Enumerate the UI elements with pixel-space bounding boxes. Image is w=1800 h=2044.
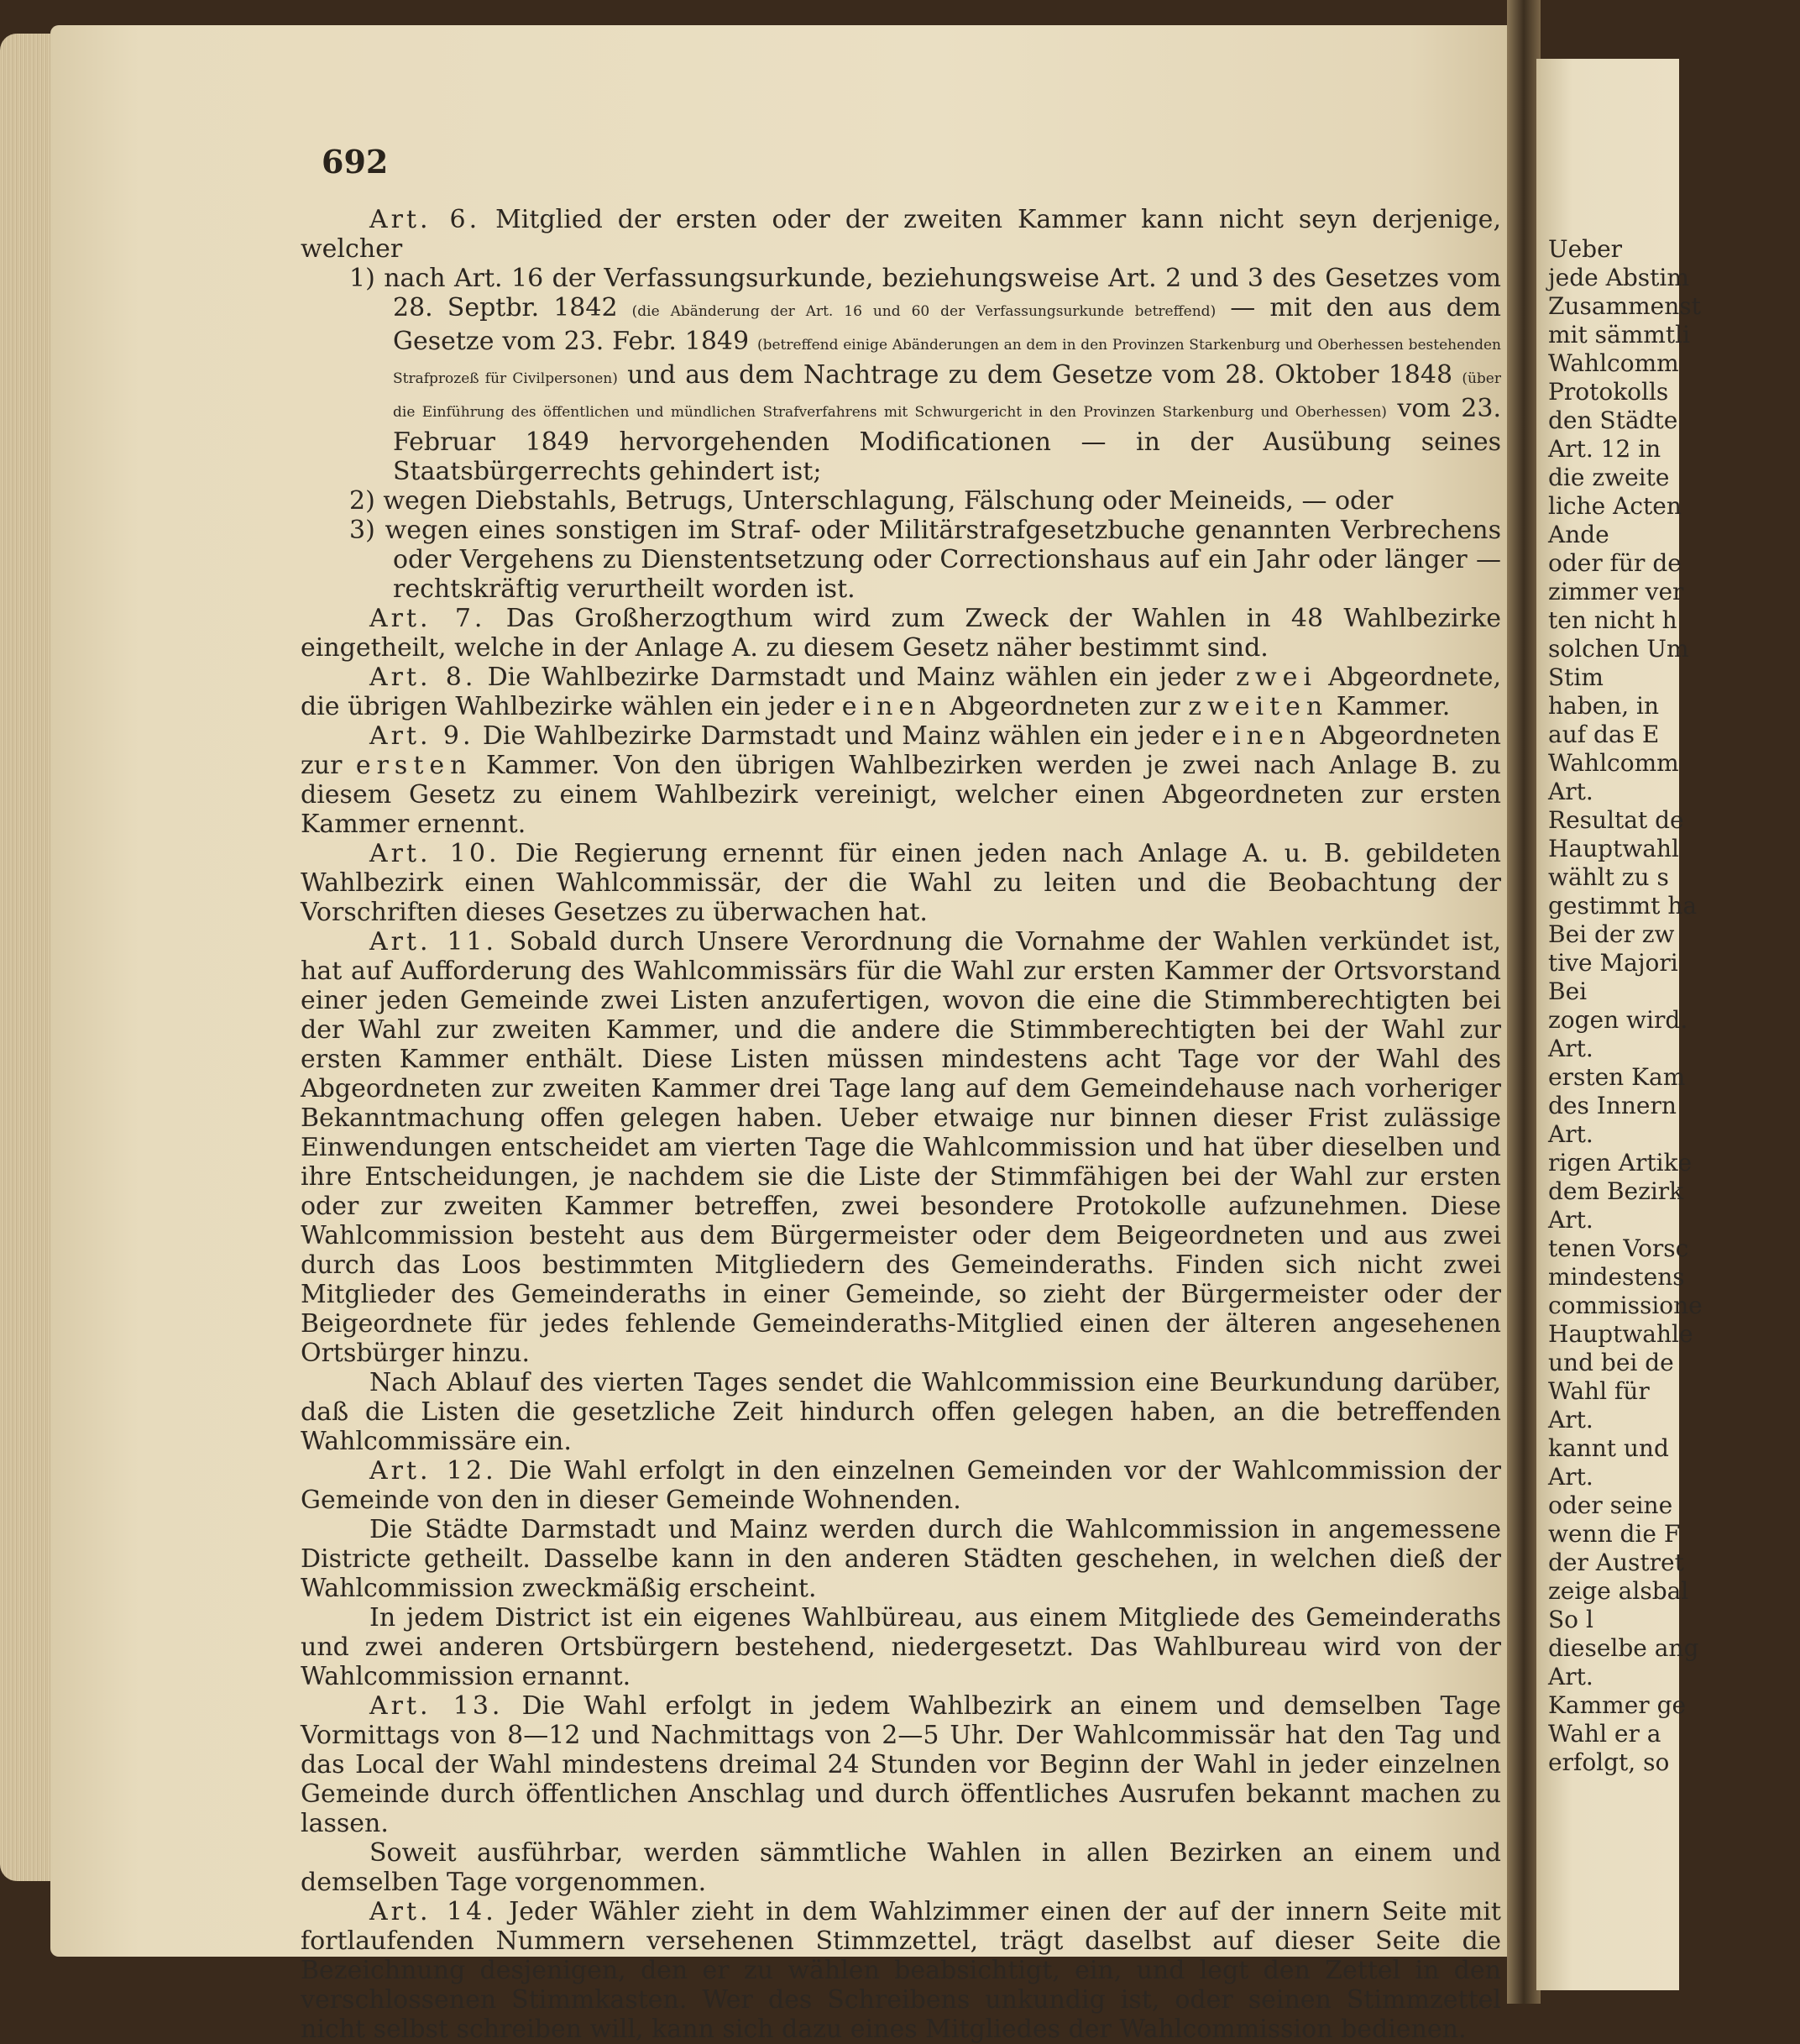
art8-spaced-a: zwei (1236, 663, 1317, 692)
right-page-line: zeige alsbal (1548, 1577, 1689, 1605)
right-page-line: dem Bezirk (1548, 1177, 1684, 1205)
right-page-line: wenn die F (1548, 1520, 1681, 1548)
right-page-line: liche Acten (1548, 492, 1682, 520)
right-page-line: rigen Artike (1548, 1149, 1693, 1177)
right-page-line: solchen Um (1548, 635, 1689, 663)
item1-note-b: (betreffend einige Abänderungen an dem in den Provinzen Starkenburg und Oberhessen bestehenden Strafprozeß für Civilpersonen) (393, 337, 1501, 387)
art13-paragraph (301, 1691, 1501, 1838)
art8-paragraph (301, 663, 1501, 721)
art8-spaced-b: einen (841, 692, 942, 721)
right-page-line: Art. 12 in (1548, 435, 1661, 463)
art14-text: Jeder Wähler zieht in dem Wahlzimmer einen der auf der innern Seite mit fortlaufenden Nummern versehenen Stimmzettel, trägt daselbst auf dieser Seite die Bezeichnung desjenigen, den er zu wählen beabsichtigt, ein, und legt den Zettel in den verschlossenen Stimmkasten. Wer des Schreibens unkundig ist, oder seinen Stimmzettel nicht selbst schreiben will, kann sich dazu eines Mitgliedes der Wahlcommission bedienen. (301, 1897, 1501, 2044)
art8-text-a: Die Wahlbezirke Darmstadt und Mainz wählen ein jeder (487, 663, 1225, 692)
right-page-line: und bei de (1548, 1349, 1674, 1376)
right-page-line: ersten Kam (1548, 1063, 1686, 1091)
art7-text: Das Großherzogthum wird zum Zweck der Wahlen in 48 Wahlbezirke eingetheilt, welche in der Anlage A. zu diesem Gesetz näher bestimmt sind. (301, 604, 1501, 663)
right-page-line: mindestens (1548, 1263, 1685, 1291)
art6-paragraph (301, 205, 1501, 264)
art6-item1 (349, 264, 1501, 486)
art8-text-b: Abgeordnete, die übrigen Wahlbezirke wählen ein jeder (301, 663, 1502, 721)
right-page-line: Art. (1548, 1035, 1593, 1062)
right-page-line: auf das E (1548, 721, 1660, 748)
right-page-line: zimmer ver (1548, 578, 1684, 605)
right-page-line: Hauptwahle (1548, 1320, 1693, 1348)
art13-paragraph-2: Soweit ausführbar, werden sämmtliche Wahlen in allen Bezirken an einem und demselben Tage vorgenommen. (301, 1838, 1501, 1897)
art6-item2 (349, 486, 1501, 516)
right-page-line: Wahlcomm (1548, 749, 1679, 777)
right-page-line: haben, in (1548, 692, 1660, 720)
art9-spaced-a: einen (1211, 721, 1312, 751)
right-page-line: zogen wird. (1548, 1006, 1688, 1034)
art11-paragraph-2: Nach Ablauf des vierten Tages sendet die Wahlcommission eine Beurkundung darüber, daß die Listen die gesetzliche Zeit hindurch offen gelegen haben, an die betreffenden Wahlcommissäre ein. (301, 1368, 1501, 1456)
right-page-line: Stim (1548, 663, 1604, 691)
item2-text: wegen Diebstahls, Betrugs, Unterschlagung, Fälschung oder Meineids, — oder (383, 486, 1394, 516)
right-page-line: Ande (1548, 521, 1609, 548)
right-page-line: kannt und (1548, 1434, 1669, 1462)
right-page-line: gestimmt ha (1548, 892, 1698, 920)
art11-label: Art. 11. (369, 927, 498, 956)
right-page-line: erfolgt, so (1548, 1748, 1670, 1776)
right-page-line: dieselbe ang (1548, 1634, 1699, 1662)
right-page-line: mit sämmtli (1548, 321, 1690, 349)
page-number: 692 (322, 143, 389, 181)
art9-text-c: Kammer. Von den übrigen Wahlbezirken werden je zwei nach Anlage B. zu diesem Gesetz zu einem Wahlbezirk vereinigt, welcher einen Abgeordneten zur ersten Kammer ernennt. (301, 751, 1501, 839)
item1-text-c: und aus dem Nachtrage zu dem Gesetze vom 28. Oktober 1848 (627, 360, 1453, 390)
item3-number: 3) (349, 516, 375, 545)
art8-text-d: Kammer. (1336, 692, 1451, 721)
right-page-line: Wahlcomm (1548, 349, 1679, 377)
right-page-line: Art. (1548, 1406, 1593, 1433)
right-page-line: Wahl für (1548, 1377, 1650, 1405)
art7-paragraph (301, 604, 1501, 663)
right-page-line: jede Abstim (1548, 264, 1689, 291)
art9-paragraph (301, 721, 1501, 839)
right-page-line: Protokolls (1548, 378, 1669, 406)
right-page-line: Wahl er a (1548, 1720, 1661, 1748)
item2-number: 2) (349, 486, 375, 516)
art10-paragraph (301, 839, 1501, 927)
art14-paragraph (301, 1897, 1501, 2044)
art11-paragraph (301, 927, 1501, 1368)
art9-text-a: Die Wahlbezirke Darmstadt und Mainz wählen ein jeder (482, 721, 1203, 751)
right-page-line: Zusammenst (1548, 292, 1701, 320)
right-page-line: Bei der zw (1548, 920, 1675, 948)
art12-paragraph (301, 1456, 1501, 1515)
art13-text: Die Wahl erfolgt in jedem Wahlbezirk an einem und demselben Tage Vormittags von 8—12 und Nachmittags von 2—5 Uhr. Der Wahlcommissär hat den Tag und das Local der Wahl mindestens dreimal 24 Stunden vor Beginn der Wahl in jeder einzelnen Gemeinde durch öffentlichen Anschlag und durch öffentliches Ausrufen bekannt machen zu lassen. (301, 1691, 1502, 1838)
right-page-line: oder für de (1548, 549, 1682, 577)
art13-label: Art. 13. (369, 1691, 504, 1721)
book-gutter (1507, 0, 1541, 2004)
art8-text-c: Abgeordneten zur (950, 692, 1180, 721)
right-page-line: die zweite (1548, 464, 1670, 491)
right-page-line: oder seine (1548, 1491, 1673, 1519)
right-page-line: Art. (1548, 1663, 1593, 1690)
art7-label: Art. 7. (369, 604, 486, 633)
right-page-line: Ueber (1548, 235, 1623, 263)
art9-label: Art. 9. (369, 721, 474, 751)
right-page-text (1548, 235, 1800, 1777)
art11-text: Sobald durch Unsere Verordnung die Vornahme der Wahlen verkündet ist, hat auf Aufforderung des Wahlcommissärs für die Wahl zur ersten Kammer der Ortsvorstand einer jeden Gemeinde zwei Listen anzufertigen, wovon die eine die Stimmberechtigten bei der Wahl zur zweiten Kammer, und die andere die Stimmberechtigten bei der Wahl zur ersten Kammer enthält. Diese Listen müssen mindestens acht Tage vor der Wahl des Abgeordneten zur zweiten Kammer drei Tage lang auf dem Gemeindehause nach vorheriger Bekanntmachung offen gelegen haben. Ueber etwaige nur binnen dieser Frist zulässige Einwendungen entscheidet am vierten Tage die Wahlcommission und hat über dieselben und ihre Entscheidungen, je nachdem sie die Liste der Stimmfähigen bei der Wahl zur ersten oder zur zweiten Kammer betreffen, zwei besondere Protokolle aufzunehmen. Diese Wahlcommission besteht aus dem Bürgermeister oder dem Beigeordneten und aus zwei durch das Loos bestimmten Mitgliedern des Gemeinderaths. Finden sich nicht zwei Mitglieder des Gemeinderaths in einer Gemeinde, so zieht der Bürgermeister oder der Beigeordnete für jedes fehlende Gemeinderaths-Mitglied einen der älteren angesehenen Ortsbürger hinzu. (301, 927, 1502, 1368)
art12-text: Die Wahl erfolgt in den einzelnen Gemeinden vor der Wahlcommission der Gemeinde von den in dieser Gemeinde Wohnenden. (301, 1456, 1501, 1515)
art6-label: Art. 6. (369, 205, 481, 234)
art10-label: Art. 10. (369, 839, 500, 868)
item3-text: wegen eines sonstigen im Straf- oder Militärstrafgesetzbuche genannten Verbrechens oder Vergehens zu Dienstentsetzung oder Correctionshaus auf ein Jahr oder länger — rechtskräftig verurtheilt worden ist. (385, 516, 1501, 604)
page-body (301, 205, 1501, 2044)
art8-spaced-c: zweiten (1188, 692, 1329, 721)
right-page-line: tenen Vorsc (1548, 1234, 1689, 1262)
right-page-line: So l (1548, 1606, 1593, 1633)
right-page-line: Art. (1548, 1463, 1593, 1491)
art10-text: Die Regierung ernennt für einen jeden nach Anlage A. u. B. gebildeten Wahlbezirk einen Wahlcommissär, der die Wahl zu leiten und die Beobachtung der Vorschriften dieses Gesetzes zu überwachen hat. (301, 839, 1502, 927)
right-page-line: des Innern (1548, 1092, 1677, 1119)
right-page-line: wählt zu s (1548, 863, 1669, 891)
art14-label: Art. 14. (369, 1897, 497, 1926)
art6-item3 (349, 516, 1501, 604)
item1-number: 1) (349, 264, 375, 293)
art9-spaced-b: ersten (355, 751, 473, 780)
right-page-line: Bei (1548, 977, 1588, 1005)
item1-note-a: (die Abänderung der Art. 16 und 60 der Verfassungsurkunde betreffend) (631, 303, 1217, 320)
item1-text-b: — mit den aus dem Gesetze vom 23. Febr. 1849 (393, 293, 1502, 356)
item1-text-d: vom 23. Februar 1849 hervorgehenden Modificationen — in der Ausübung seines Staatsbürgerrechts gehindert ist; (393, 394, 1502, 486)
right-page-line: Art. (1548, 1206, 1593, 1234)
right-page-line: Kammer ge (1548, 1691, 1687, 1719)
item1-note-c: (über die Einführung des öffentlichen und mündlichen Strafverfahrens mit Schwurgericht in den Provinzen Starkenburg und Oberhessen) (393, 370, 1501, 421)
art9-text-b: Abgeordneten zur (301, 721, 1501, 780)
right-page (1536, 59, 1703, 1990)
art12-paragraph-2: Die Städte Darmstadt und Mainz werden durch die Wahlcommission in angemessene Districte getheilt. Dasselbe kann in den anderen Städten geschehen, in welchen dieß der Wahlcommission zweckmäßig erscheint. (301, 1515, 1501, 1603)
right-page-line: Art. (1548, 778, 1593, 805)
item1-text-a: nach Art. 16 der Verfassungsurkunde, beziehungsweise Art. 2 und 3 des Gesetzes vom 28. Septbr. 1842 (384, 264, 1501, 322)
art6-text: Mitglied der ersten oder der zweiten Kammer kann nicht seyn derjenige, welcher (301, 205, 1501, 264)
right-page-line: Resultat de (1548, 806, 1684, 834)
art12-label: Art. 12. (369, 1456, 497, 1486)
right-page-line: den Städte (1548, 406, 1678, 434)
right-page-line: der Austret (1548, 1549, 1684, 1576)
right-page-line: commissione (1548, 1292, 1703, 1319)
art8-label: Art. 8. (369, 663, 477, 692)
right-page-line: Art. (1548, 1120, 1593, 1148)
right-page-line: Hauptwahl (1548, 835, 1679, 862)
art12-paragraph-3: In jedem District ist ein eigenes Wahlbüreau, aus einem Mitgliede des Gemeinderaths und zwei anderen Ortsbürgern bestehend, niedergesetzt. Das Wahlbureau wird von der Wahlcommission ernannt. (301, 1603, 1501, 1691)
right-page-line: ten nicht h (1548, 606, 1677, 634)
right-page-line: tive Majori (1548, 949, 1678, 977)
